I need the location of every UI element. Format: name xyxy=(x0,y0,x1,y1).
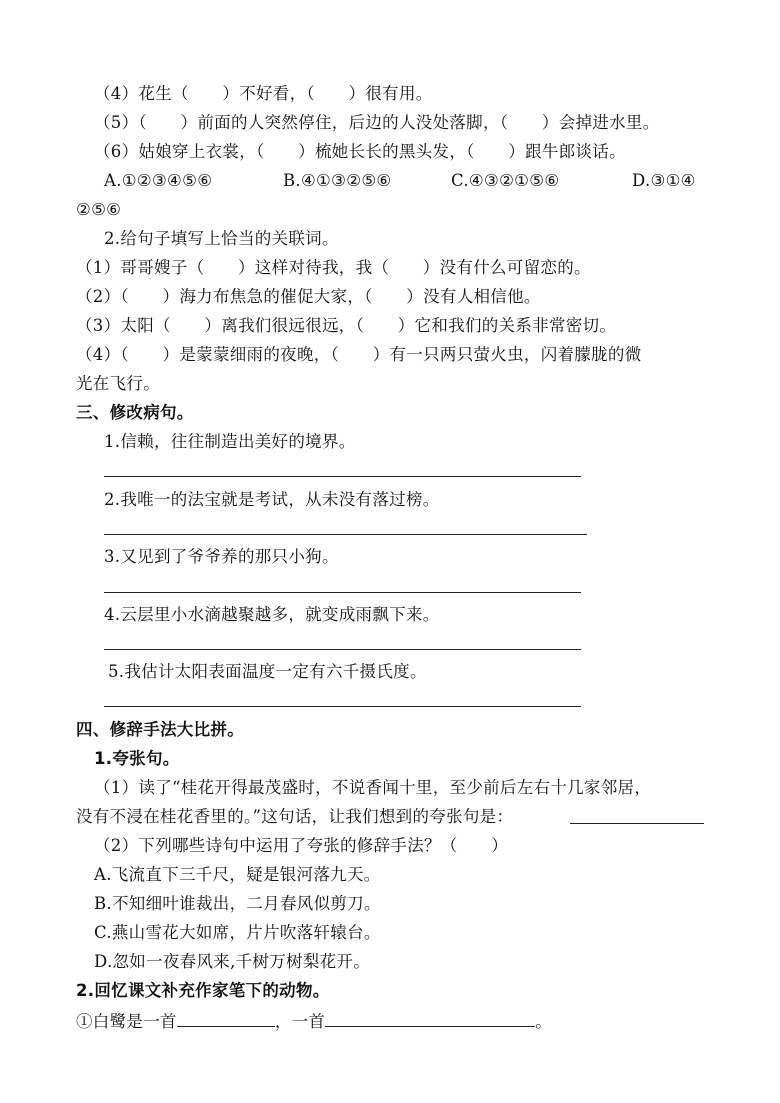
q1-option-d-continued: ②⑤⑥ xyxy=(76,200,122,219)
q1-option-a: A.①②③④⑤⑥ xyxy=(104,171,213,190)
hyperbole-subheading: 1.夸张句。 xyxy=(94,749,180,768)
egret-blank-2[interactable] xyxy=(325,1008,535,1027)
hyperbole-q1-line-2: 没有不浸在桂花香里的。”这句话，让我们想到的夸张句是： xyxy=(76,807,514,826)
section-3-title: 三、修改病句。 xyxy=(76,403,194,422)
sentence-1: 1.信赖，往往制造出美好的境界。 xyxy=(104,432,356,451)
q2-heading: 2.给句子填写上恰当的关联词。 xyxy=(104,229,339,248)
poem-option-d: D.忽如一夜春风来,千树万树梨花开。 xyxy=(94,952,371,971)
hyperbole-answer-line[interactable] xyxy=(570,823,704,824)
poem-option-c: C.燕山雪花大如席，片片吹落轩辕台。 xyxy=(94,923,381,942)
egret-line-end: 。 xyxy=(535,1012,553,1031)
q1-option-d: D.③①④ xyxy=(632,171,696,190)
answer-line-5[interactable] xyxy=(104,706,581,707)
animals-subheading: 2.回忆课文补充作家笔下的动物。 xyxy=(76,981,330,1000)
answer-line-4[interactable] xyxy=(104,649,581,650)
q1-option-b: B.④①③②⑤⑥ xyxy=(283,171,392,190)
egret-line xyxy=(76,1008,552,1034)
egret-line-start: ①白鹭是一首 xyxy=(76,1012,177,1031)
hyperbole-q2: （2）下列哪些诗句中运用了夸张的修辞手法？（ ） xyxy=(94,836,508,855)
q1-item-4: （4）花生（ ）不好看，（ ）很有用。 xyxy=(94,84,433,103)
hyperbole-q1-line-1: （1）读了“桂花开得最茂盛时，不说香闻十里，至少前后左右十几家邻居， xyxy=(94,778,652,797)
q2-item-3: （3）太阳（ ）离我们很远很远，（ ）它和我们的关系非常密切。 xyxy=(76,316,617,335)
sentence-4: 4.云层里小水滴越聚越多，就变成雨飘下来。 xyxy=(104,605,440,624)
q2-item-2: （2）（ ）海力布焦急的催促大家，（ ）没有人相信他。 xyxy=(76,287,541,306)
q2-item-4-continued: 光在飞行。 xyxy=(76,374,160,393)
egret-blank-1[interactable] xyxy=(177,1008,275,1027)
sentence-3: 3.又见到了爷爷养的那只小狗。 xyxy=(104,547,339,566)
q2-item-1: （1）哥哥嫂子（ ）这样对待我，我（ ）没有什么可留恋的。 xyxy=(76,258,591,277)
answer-line-3[interactable] xyxy=(104,592,581,593)
q1-option-c: C.④③②①⑤⑥ xyxy=(451,171,560,190)
q1-item-5: （5）（ ）前面的人突然停住，后边的人没处落脚，（ ）会掉进水里。 xyxy=(94,113,660,132)
sentence-2: 2.我唯一的法宝就是考试，从未没有落过榜。 xyxy=(104,490,440,509)
sentence-5: 5.我估计太阳表面温度一定有六千摄氏度。 xyxy=(108,662,427,681)
egret-line-middle: ，一首 xyxy=(274,1012,326,1031)
answer-line-1[interactable] xyxy=(104,476,581,477)
poem-option-a: A.飞流直下三千尺，疑是银河落九天。 xyxy=(94,865,381,884)
answer-line-2[interactable] xyxy=(104,534,587,535)
section-4-title: 四、修辞手法大比拼。 xyxy=(76,720,244,739)
poem-option-b: B.不知细叶谁裁出，二月春风似剪刀。 xyxy=(94,894,381,913)
q1-item-6: （6）姑娘穿上衣裳，（ ）梳她长长的黑头发，（ ）跟牛郎谈话。 xyxy=(94,142,626,161)
q2-item-4: （4）（ ）是蒙蒙细雨的夜晚，（ ）有一只两只萤火虫，闪着朦胧的微 xyxy=(76,345,642,364)
